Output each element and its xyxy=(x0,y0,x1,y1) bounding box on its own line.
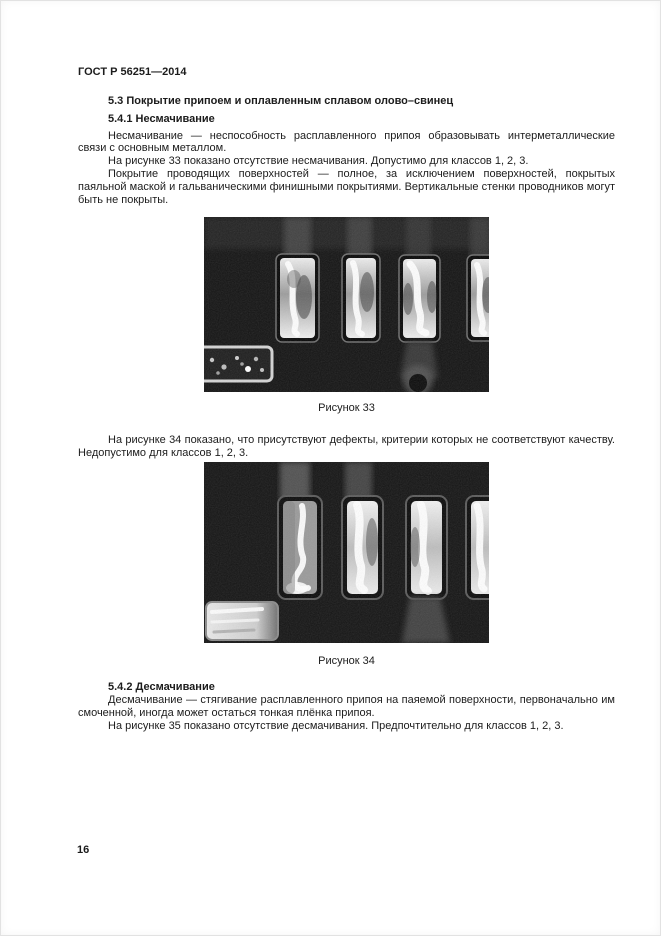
figure-34 xyxy=(204,462,489,668)
paragraph-figure-35-reference: На рисунке 35 показано отсутствие десмачивания. Предпочтительно для классов 1, 2, 3. xyxy=(108,719,564,732)
paragraph-dewetting-definition: Десмачивание — стягивание расплавленного припоя на паяемой поверхности, первоначально им смоченной, иногда может остаться тонкая плёнка припоя. xyxy=(78,694,615,720)
paragraph-figure-34-reference: На рисунке 34 показано, что присутствуют дефекты, критерии которых не соответствуют качеству. Недопустимо для классов 1, 2, 3. xyxy=(78,434,615,459)
paragraph-figure-33-reference: На рисунке 33 показано отсутствие несмачивания. Допустимо для классов 1, 2, 3. xyxy=(108,155,529,168)
page-number: 16 xyxy=(77,844,90,856)
paragraph-nonwetting-definition: Несмачивание — неспособность расплавленного припоя образовывать интерметаллические связи с основным металлом. xyxy=(78,129,615,155)
section-5-4-2-heading: 5.4.2 Десмачивание xyxy=(108,680,215,693)
film-grain-overlay xyxy=(204,217,489,392)
doc-header-code: ГОСТ Р 56251—2014 xyxy=(78,66,187,78)
film-grain-overlay xyxy=(204,462,489,643)
figure-34-photo xyxy=(204,462,489,643)
section-5-4-1-heading: 5.4.1 Несмачивание xyxy=(108,112,215,125)
figure-33-caption: Рисунок 33 xyxy=(318,402,375,415)
figure-33 xyxy=(204,217,489,415)
figure-33-photo xyxy=(204,217,489,392)
figure-34-caption: Рисунок 34 xyxy=(318,654,375,667)
paragraph-coverage: Покрытие проводящих поверхностей — полное, за исключением поверхностей, покрытых паяльной маской и гальваническими финишными покрытиями. Вертикальные стенки проводников могут быть не покрыты. xyxy=(78,167,615,206)
page-content xyxy=(78,95,615,733)
section-5-3-heading: 5.3 Покрытие припоем и оплавленным сплавом олово–свинец xyxy=(108,95,454,107)
